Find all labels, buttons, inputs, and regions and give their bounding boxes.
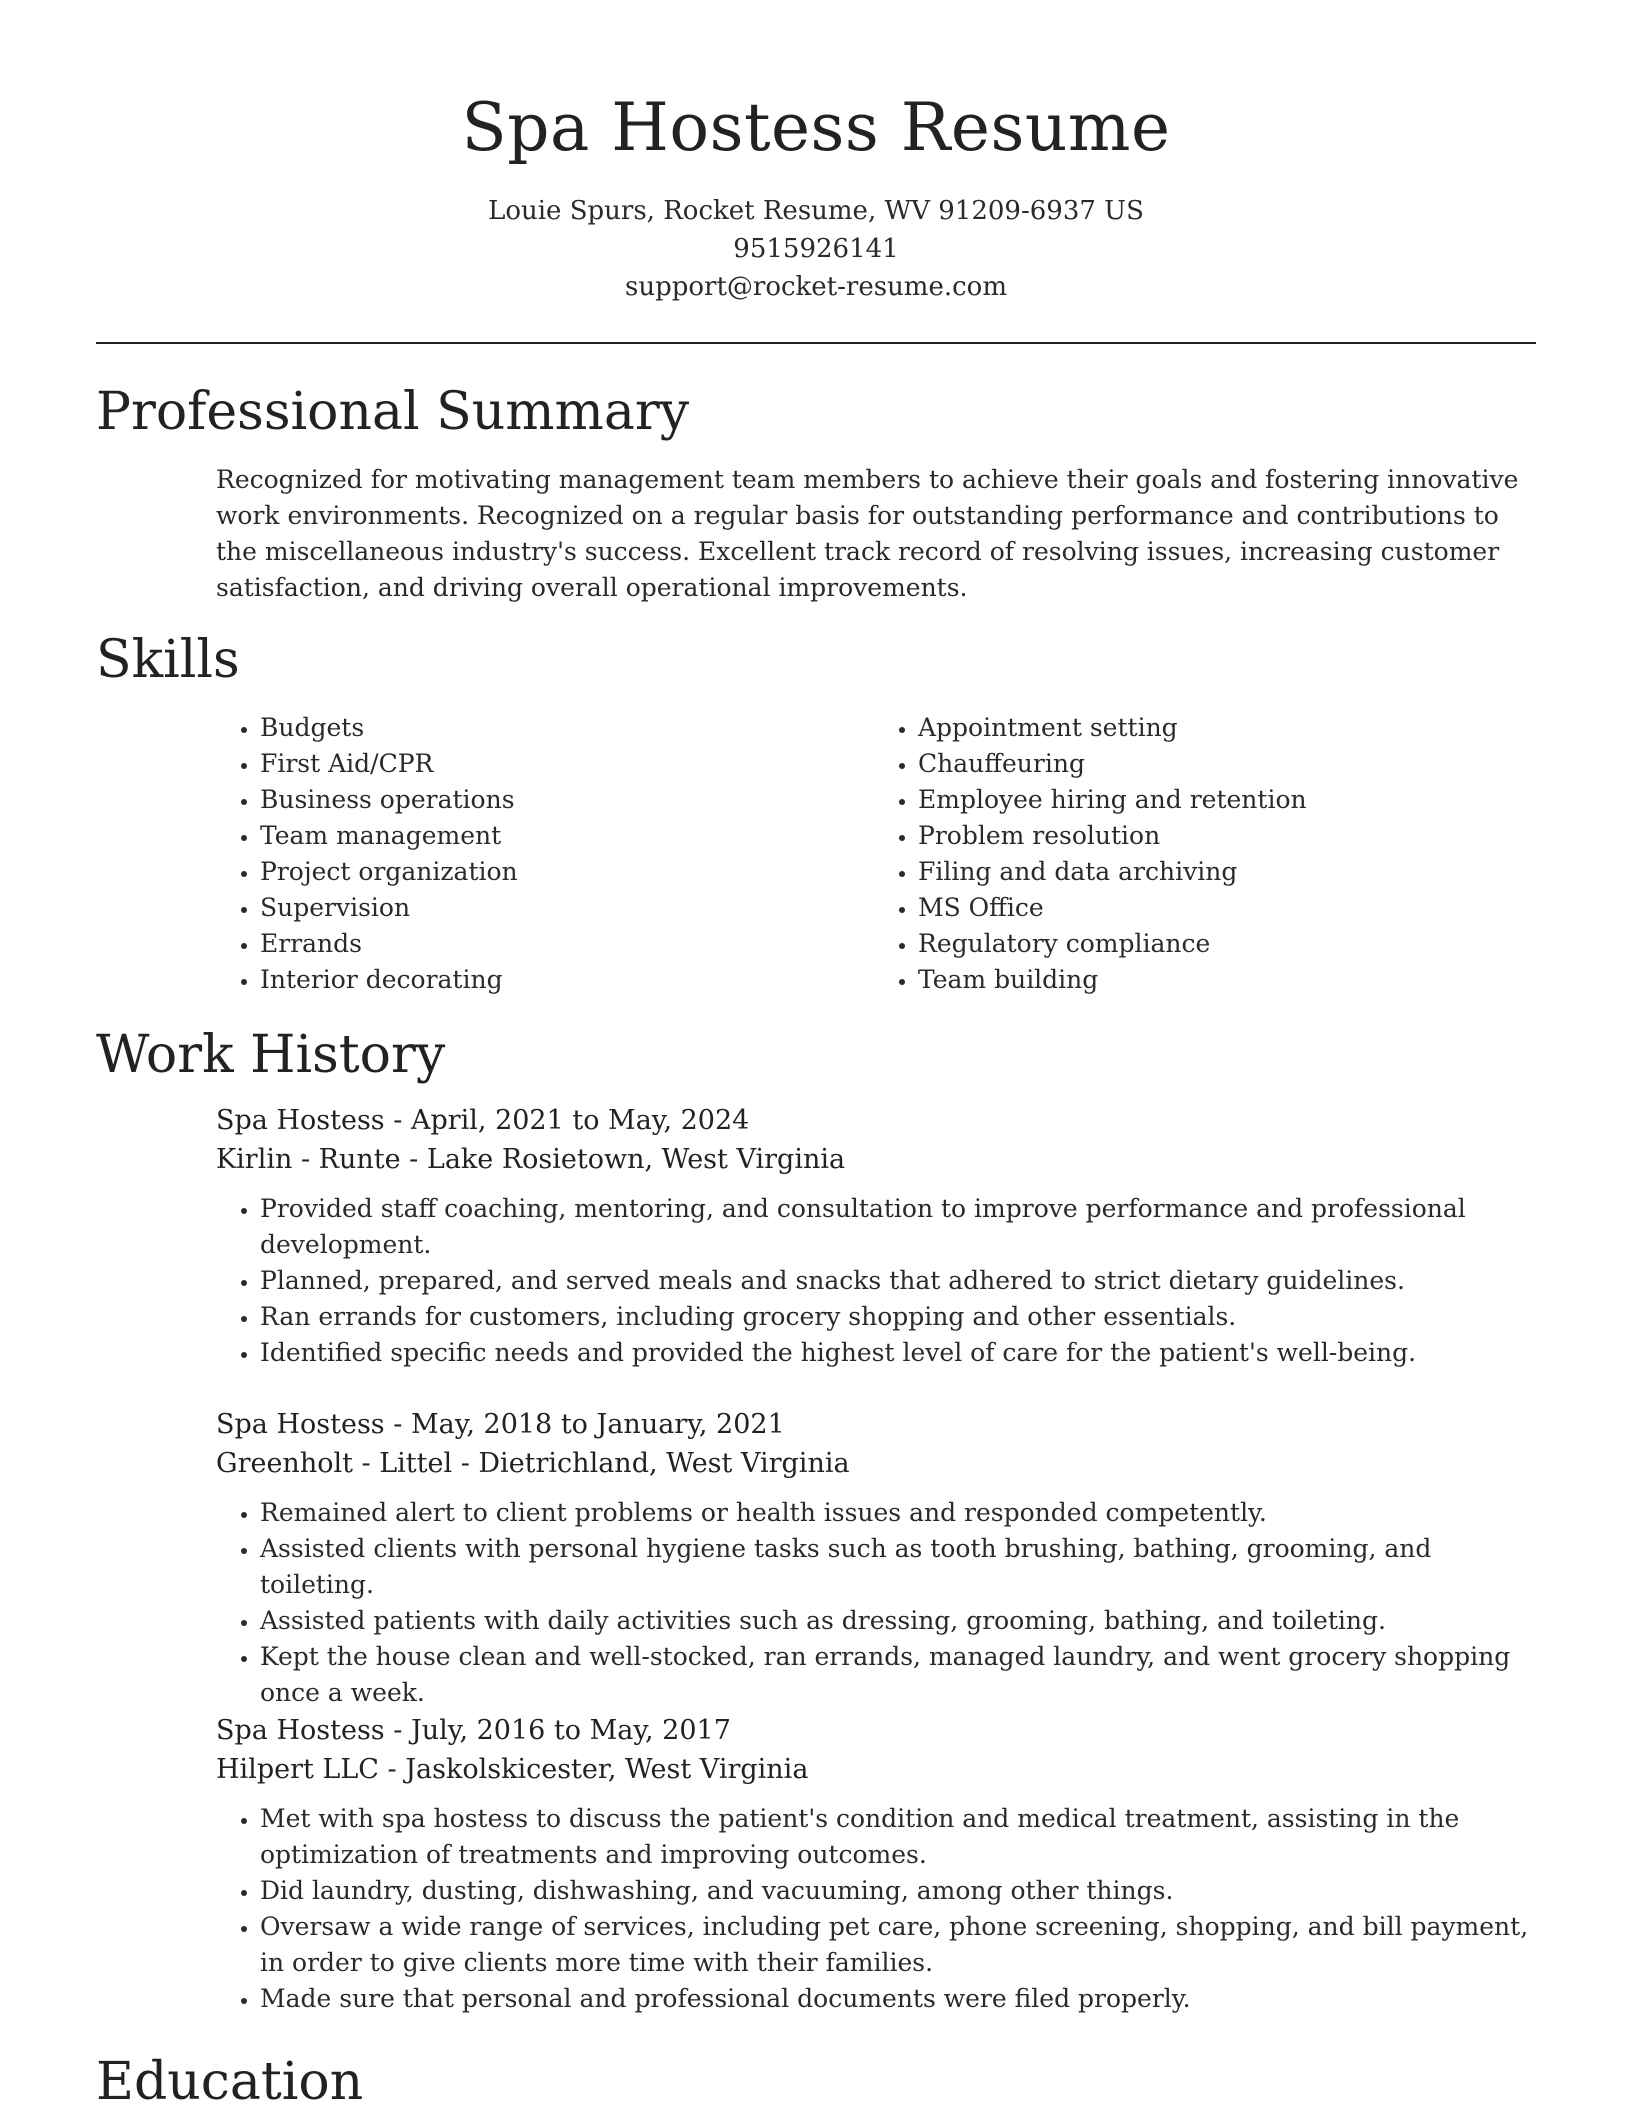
section-title-summary: Professional Summary	[96, 382, 690, 442]
skill-item: • Team management	[260, 818, 874, 854]
job-bullets	[216, 1801, 1536, 2017]
skill-item: • Employee hiring and retention	[918, 782, 1532, 818]
resume-header	[0, 0, 1632, 306]
skill-item: • Project organization	[260, 854, 874, 890]
job-company-line: Hilpert LLC - Jaskolskicester, West Virginia	[216, 1754, 809, 1785]
job-bullet: • Kept the house clean and well-stocked, ran errands, managed laundry, and went grocery shopping once a week.	[260, 1639, 1536, 1711]
contact-block	[0, 192, 1632, 306]
job-bullet: • Met with spa hostess to discuss the patient's condition and medical treatment, assisting in the optimization of treatments and improving outcomes.	[260, 1801, 1536, 1873]
contact-email: support@rocket-resume.com	[624, 272, 1007, 302]
section-title-skills: Skills	[96, 630, 240, 690]
job-bullet: • Remained alert to client problems or health issues and responded competently.	[260, 1495, 1536, 1531]
job-bullet: • Ran errands for customers, including grocery shopping and other essentials.	[260, 1299, 1536, 1335]
skills-column-right	[874, 710, 1532, 998]
job-bullet: • Assisted clients with personal hygiene tasks such as tooth brushing, bathing, grooming, and toileting.	[260, 1531, 1536, 1603]
job-company-line: Greenholt - Littel - Dietrichland, West Virginia	[216, 1448, 850, 1479]
skill-item: • Errands	[260, 926, 874, 962]
job-bullet: • Identified specific needs and provided the highest level of care for the patient's well-being.	[260, 1335, 1536, 1371]
job-bullet: • Provided staff coaching, mentoring, and consultation to improve performance and professional development.	[260, 1191, 1536, 1263]
skill-item: • Chauffeuring	[918, 746, 1532, 782]
header-divider	[96, 342, 1536, 344]
job-entry	[216, 1405, 1536, 1711]
job-entry	[216, 1101, 1536, 1371]
skill-item: • Budgets	[260, 710, 874, 746]
skill-item: • Problem resolution	[918, 818, 1532, 854]
job-bullet: • Planned, prepared, and served meals and snacks that adhered to strict dietary guidelines.	[260, 1263, 1536, 1299]
job-bullets	[216, 1191, 1536, 1371]
summary-text: Recognized for motivating management team members to achieve their goals and fostering innovative work environments. Recognized on a regular basis for outstanding performance and contributions to the miscellaneous industry's success. Excellent track record of resolving issues, increasing customer satisfaction, and driving overall operational improvements.	[216, 465, 1519, 602]
skill-item: • Filing and data archiving	[918, 854, 1532, 890]
skills-list	[216, 710, 1532, 998]
skill-item: • Regulatory compliance	[918, 926, 1532, 962]
job-bullet: • Made sure that personal and professional documents were filed properly.	[260, 1981, 1536, 2017]
skill-item: • MS Office	[918, 890, 1532, 926]
job-title-line: Spa Hostess - May, 2018 to January, 2021	[216, 1409, 785, 1440]
skill-item: • First Aid/CPR	[260, 746, 874, 782]
section-title-education: Education	[96, 2052, 364, 2112]
section-title-work-history: Work History	[96, 1025, 446, 1085]
job-company-line: Kirlin - Runte - Lake Rosietown, West Virginia	[216, 1144, 846, 1175]
contact-address: Louie Spurs, Rocket Resume, WV 91209-6937 US	[488, 196, 1144, 226]
skill-item: • Appointment setting	[918, 710, 1532, 746]
job-bullets	[216, 1495, 1536, 1711]
job-bullet: • Assisted patients with daily activities such as dressing, grooming, bathing, and toileting.	[260, 1603, 1536, 1639]
job-bullet: • Oversaw a wide range of services, including pet care, phone screening, shopping, and bill payment, in order to give clients more time with their families.	[260, 1909, 1536, 1981]
job-entry	[216, 1711, 1536, 2017]
skills-column-left	[216, 710, 874, 998]
skill-item: • Supervision	[260, 890, 874, 926]
skill-item: • Business operations	[260, 782, 874, 818]
job-title-line: Spa Hostess - April, 2021 to May, 2024	[216, 1105, 750, 1136]
contact-phone: 9515926141	[733, 234, 899, 264]
skill-item: • Interior decorating	[260, 962, 874, 998]
job-title-line: Spa Hostess - July, 2016 to May, 2017	[216, 1715, 731, 1746]
skill-item: • Team building	[918, 962, 1532, 998]
job-bullet: • Did laundry, dusting, dishwashing, and vacuuming, among other things.	[260, 1873, 1536, 1909]
resume-title: Spa Hostess Resume	[461, 89, 1171, 166]
